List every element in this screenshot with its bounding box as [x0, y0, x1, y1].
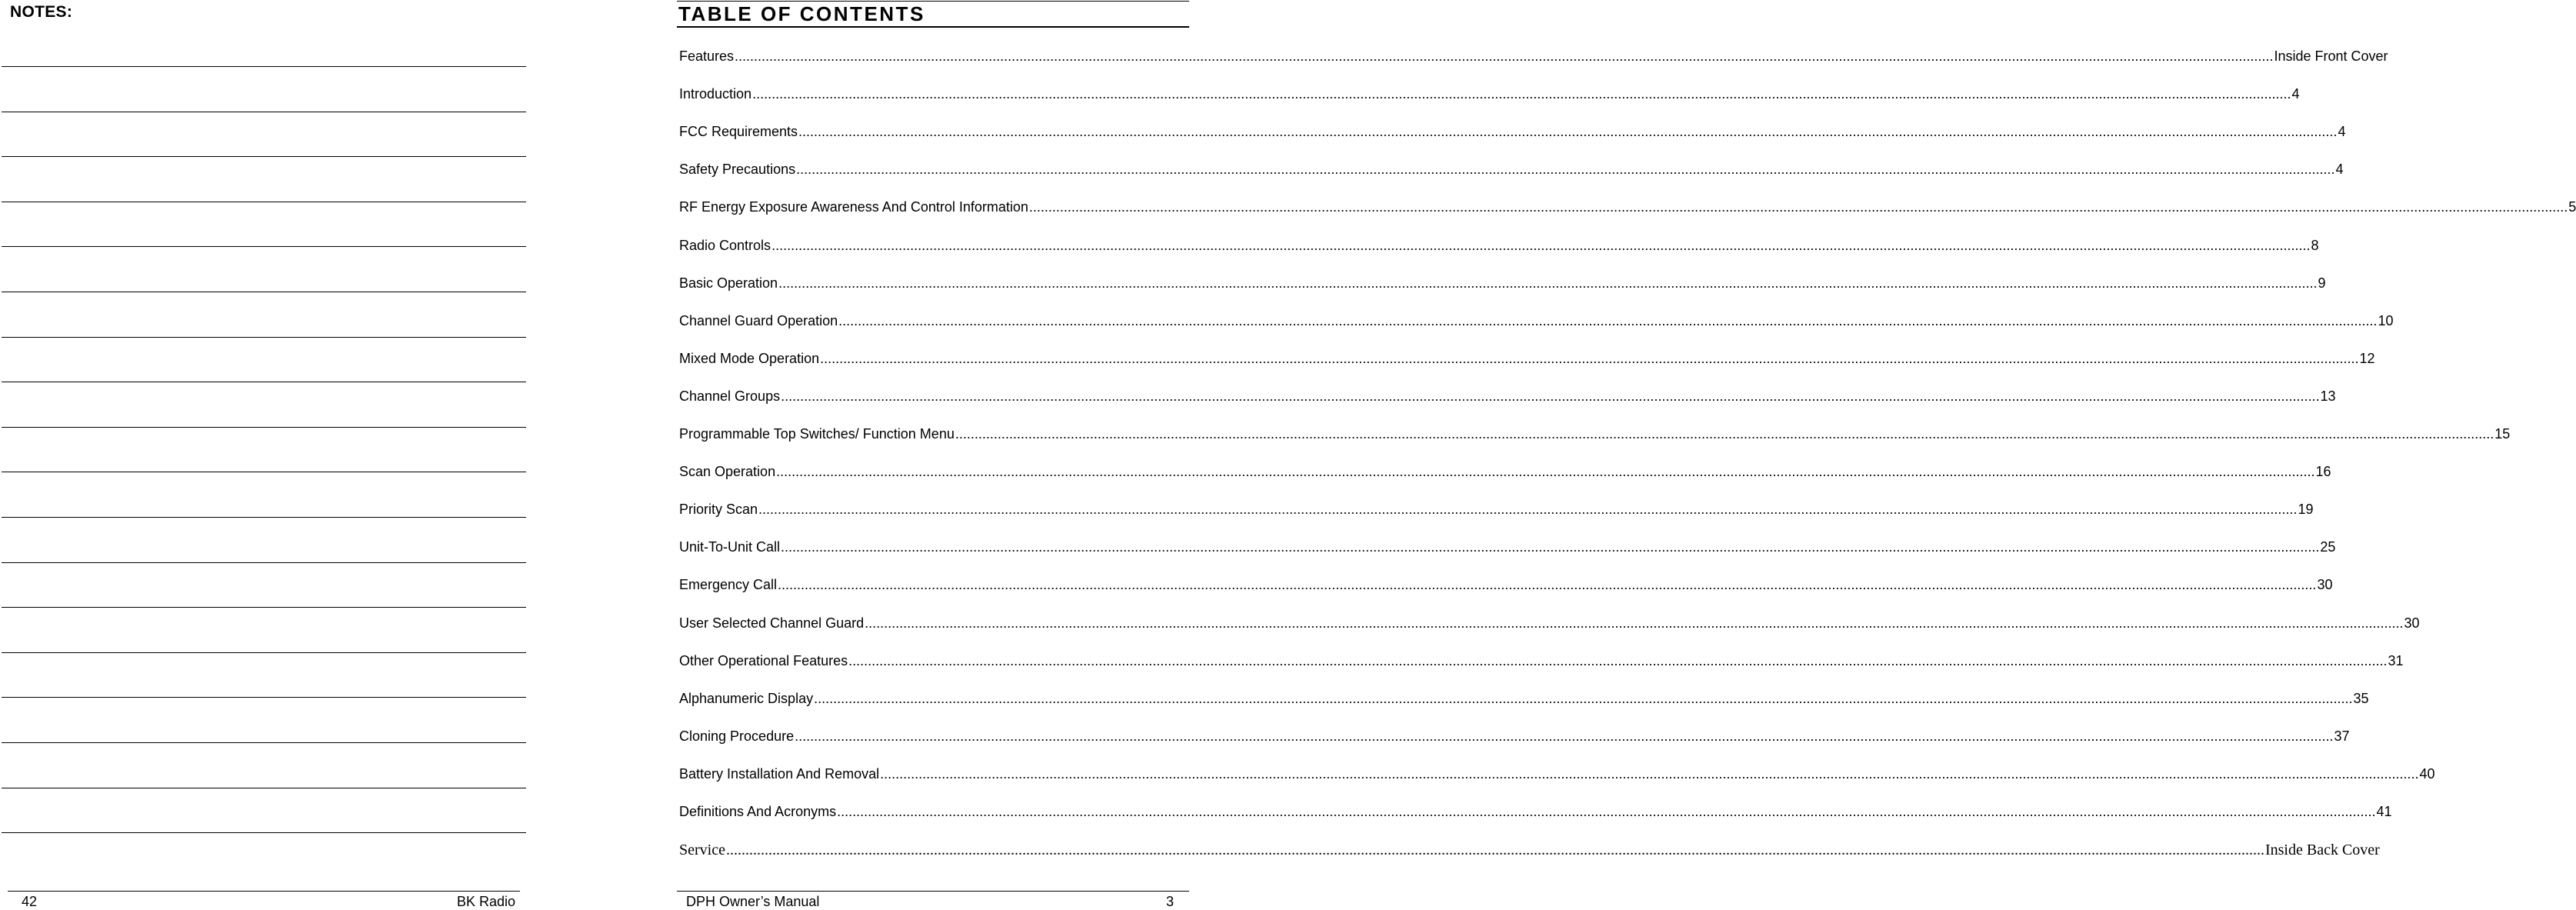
- dot-leader: ................................................................................................................................................................................................................................................................................................................................................................................................................: [795, 728, 2334, 744]
- toc-entry-page: 37: [2334, 728, 2350, 744]
- title-rule-bottom: [677, 26, 1189, 28]
- toc-entry-page: 10: [2378, 313, 2394, 328]
- toc-entry: [679, 236, 2319, 255]
- toc-entry: [679, 841, 2380, 859]
- toc-entry-label: Other Operational Features: [679, 653, 848, 668]
- toc-entry: [679, 47, 2388, 65]
- note-line: [2, 427, 526, 428]
- toc-entry-page: 30: [2317, 577, 2333, 592]
- note-line: [2, 246, 526, 247]
- toc-entry-page: 5: [2568, 199, 2576, 215]
- page-number: 3: [1165, 894, 1174, 909]
- toc-entry: [679, 122, 2346, 141]
- toc-entry: [679, 575, 2333, 594]
- toc-entry: [679, 462, 2331, 481]
- toc-entry-page: 31: [2388, 653, 2404, 668]
- dot-leader: ................................................................................................................................................................................................................................................................................................................................................................................................................: [758, 502, 2298, 517]
- toc-entry-label: Programmable Top Switches/ Function Menu: [679, 426, 955, 442]
- dot-leader: ................................................................................................................................................................................................................................................................................................................................................................................................................: [735, 48, 2274, 64]
- toc-entry-label: Basic Operation: [679, 275, 778, 291]
- toc-entry-label: Radio Controls: [679, 238, 771, 253]
- toc-entry-page: 12: [2359, 351, 2375, 366]
- toc-entry: [679, 85, 2300, 103]
- dot-leader: ................................................................................................................................................................................................................................................................................................................................................................................................................: [778, 577, 2317, 592]
- dot-leader: ................................................................................................................................................................................................................................................................................................................................................................................................................: [781, 388, 2320, 404]
- footer-text: DPH Owner’s Manual: [686, 894, 820, 909]
- dot-leader: ................................................................................................................................................................................................................................................................................................................................................................................................................: [781, 539, 2320, 555]
- toc-entry-page: 9: [2318, 275, 2326, 291]
- dot-leader: ................................................................................................................................................................................................................................................................................................................................................................................................................: [725, 842, 2264, 858]
- toc-entry-label: RF Energy Exposure Awareness And Control Information: [679, 199, 1028, 215]
- toc-entry: [679, 312, 2394, 330]
- toc-entry-label: Scan Operation: [679, 464, 776, 479]
- toc-entry-label: Definitions And Acronyms: [679, 804, 837, 819]
- note-line: [2, 832, 526, 833]
- title-rule-top: [677, 1, 1189, 2]
- toc-entry-label: Mixed Mode Operation: [679, 351, 820, 366]
- toc-entry-label: Channel Guard Operation: [679, 313, 838, 328]
- footer-rule: [677, 891, 1189, 892]
- toc-entry: [679, 160, 2344, 178]
- dot-leader: ................................................................................................................................................................................................................................................................................................................................................................................................................: [1028, 199, 2568, 215]
- toc-entry-label: Battery Installation And Removal: [679, 766, 880, 782]
- dot-leader: ................................................................................................................................................................................................................................................................................................................................................................................................................: [837, 804, 2376, 819]
- note-line: [2, 337, 526, 338]
- dot-leader: ................................................................................................................................................................................................................................................................................................................................................................................................................: [796, 162, 2335, 177]
- toc-entry-page: 13: [2320, 388, 2336, 404]
- toc-entry-label: Unit-To-Unit Call: [679, 539, 781, 555]
- toc-entry-page: Inside Front Cover: [2274, 48, 2388, 64]
- toc-entry-page: 30: [2404, 615, 2420, 631]
- page-number: 42: [22, 894, 38, 909]
- toc-entry: [679, 727, 2350, 745]
- note-line: [2, 156, 526, 157]
- note-line: [2, 652, 526, 653]
- footer-text: BK Radio: [456, 894, 515, 909]
- toc-entry-page: 35: [2353, 691, 2369, 706]
- dot-leader: ................................................................................................................................................................................................................................................................................................................................................................................................................: [880, 766, 2419, 782]
- toc-entry: [679, 274, 2326, 292]
- dot-leader: ................................................................................................................................................................................................................................................................................................................................................................................................................: [771, 238, 2311, 253]
- toc-entry-page: 19: [2298, 502, 2314, 517]
- toc-entry-label: Service: [679, 842, 725, 858]
- toc-entry-page: 41: [2376, 804, 2392, 819]
- dot-leader: ................................................................................................................................................................................................................................................................................................................................................................................................................: [955, 426, 2494, 442]
- toc-entry-page: 4: [2335, 162, 2344, 177]
- dot-leader: ................................................................................................................................................................................................................................................................................................................................................................................................................: [752, 86, 2291, 102]
- dot-leader: ................................................................................................................................................................................................................................................................................................................................................................................................................: [848, 653, 2388, 668]
- toc-entry-label: Alphanumeric Display: [679, 691, 814, 706]
- toc-entry: [679, 198, 2576, 216]
- toc-entry-page: 8: [2311, 238, 2319, 253]
- toc-entry-label: Introduction: [679, 86, 752, 102]
- toc-entry-label: Priority Scan: [679, 502, 758, 517]
- note-line: [2, 697, 526, 698]
- toc-entry-page: 16: [2315, 464, 2331, 479]
- toc-entry-label: Channel Groups: [679, 388, 781, 404]
- toc-entry-label: Safety Precautions: [679, 162, 796, 177]
- dot-leader: ................................................................................................................................................................................................................................................................................................................................................................................................................: [838, 313, 2378, 328]
- footer-rule: [8, 891, 520, 892]
- toc-entry: [679, 652, 2404, 670]
- toc-entry: [679, 349, 2375, 368]
- note-line: [2, 517, 526, 518]
- toc-entry: [679, 500, 2314, 518]
- toc-entry-page: 25: [2320, 539, 2336, 555]
- toc-entry-label: User Selected Channel Guard: [679, 615, 865, 631]
- toc-entry-label: Features: [679, 48, 735, 64]
- dot-leader: ................................................................................................................................................................................................................................................................................................................................................................................................................: [798, 124, 2338, 139]
- dot-leader: ................................................................................................................................................................................................................................................................................................................................................................................................................: [776, 464, 2315, 479]
- note-line: [2, 66, 526, 67]
- note-line: [2, 562, 526, 563]
- toc-entry: [679, 689, 2369, 708]
- toc-entry-page: 4: [2338, 124, 2346, 139]
- left-page: [0, 0, 531, 908]
- toc-entry-page: 4: [2291, 86, 2300, 102]
- notes-heading: NOTES:: [10, 3, 73, 21]
- dot-leader: ................................................................................................................................................................................................................................................................................................................................................................................................................: [814, 691, 2353, 706]
- right-page: [674, 0, 2576, 909]
- toc-entry: [679, 387, 2336, 405]
- toc-entry: [679, 425, 2511, 443]
- dot-leader: ................................................................................................................................................................................................................................................................................................................................................................................................................: [865, 615, 2404, 631]
- toc-entry-label: Emergency Call: [679, 577, 778, 592]
- toc-entry-page: 15: [2494, 426, 2511, 442]
- toc-entry: [679, 614, 2420, 632]
- note-line: [2, 607, 526, 608]
- dot-leader: ................................................................................................................................................................................................................................................................................................................................................................................................................: [820, 351, 2359, 366]
- toc-entry-label: Cloning Procedure: [679, 728, 795, 744]
- note-line: [2, 742, 526, 743]
- toc-entry: [679, 538, 2336, 556]
- dot-leader: ................................................................................................................................................................................................................................................................................................................................................................................................................: [778, 275, 2318, 291]
- toc-entry: [679, 765, 2435, 783]
- toc-entry-label: FCC Requirements: [679, 124, 798, 139]
- page-title: TABLE OF CONTENTS: [678, 2, 925, 25]
- toc-entry: [679, 802, 2392, 821]
- toc-entry-page: Inside Back Cover: [2264, 842, 2380, 858]
- toc-entry-page: 40: [2419, 766, 2435, 782]
